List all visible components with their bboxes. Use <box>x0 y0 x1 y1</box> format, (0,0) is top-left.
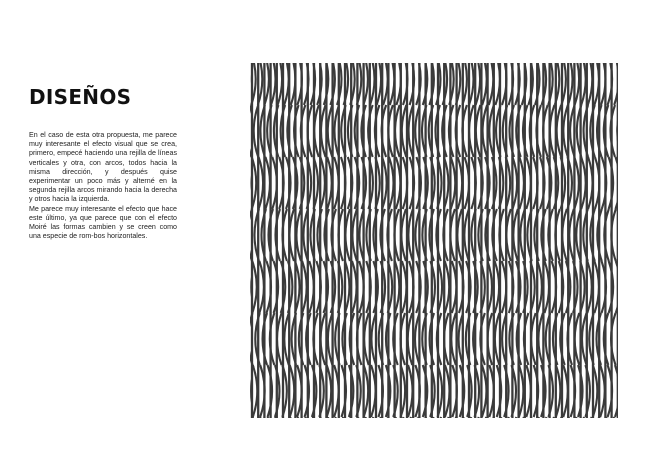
paragraph-2: Me parece muy interesante el efecto que hace este último, ya que parece que con el efecto Moiré las formas cambien y se creen como una especie de rom-bos horizontales. <box>29 204 177 241</box>
page-title: DISEÑOS <box>29 85 132 109</box>
paragraph-1: En el caso de esta otra propuesta, me parece muy interesante el efecto visual que se crea, primero, empecé haciendo una rejilla de líneas verticales y otra, con arcos, todos hacia la misma dirección, y después quise experimentar un poco más y alterné en la segunda rejilla arcos mirando hacia la derecha y otros hacia la izquierda. <box>29 131 177 204</box>
moire-pattern-artwork <box>250 63 618 418</box>
description-text <box>29 131 177 241</box>
